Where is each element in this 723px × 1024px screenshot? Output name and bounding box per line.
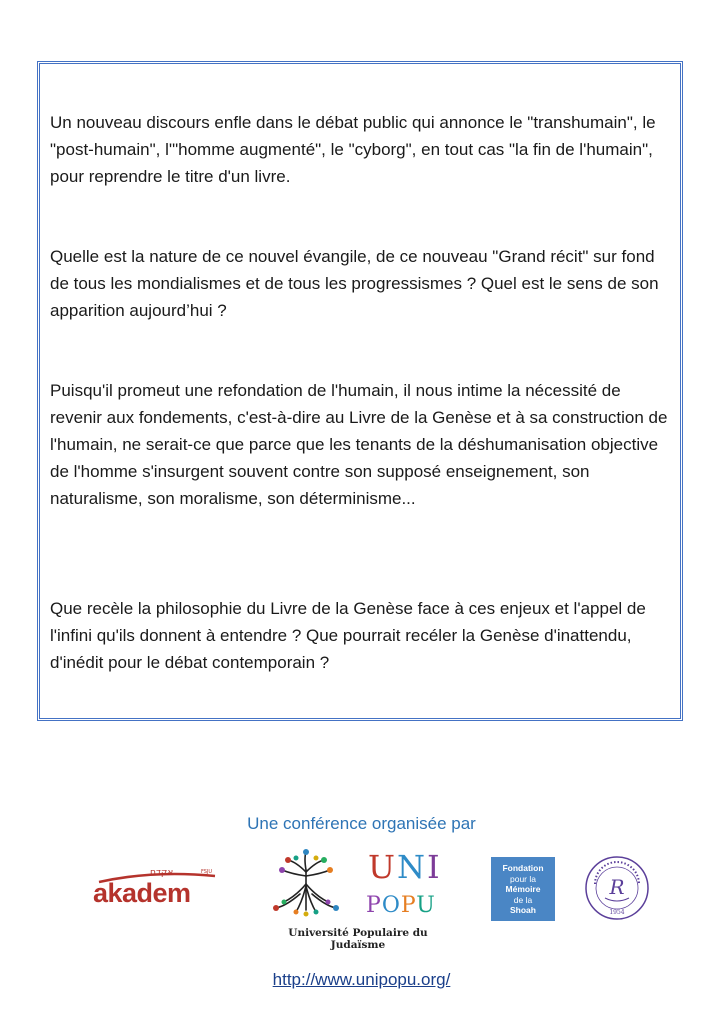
akadem-hebrew: אקדם xyxy=(150,868,174,878)
unipopu-subtitle: Université Populaire du Judaïsme xyxy=(288,927,428,951)
rothschild-seal-icon xyxy=(583,854,651,922)
paragraph-2: Quelle est la nature de ce nouvel évangile, de ce nouveau "Grand récit" sur fond de tous les mondialismes et de tous les progressismes ? Quel est le sens de son apparition aujourd’hui ? xyxy=(50,247,659,320)
akadem-logo xyxy=(93,868,219,908)
fms-line-3: Mémoire xyxy=(505,884,541,894)
svg-text:R: R xyxy=(609,875,625,899)
fms-line-4: de la xyxy=(513,894,533,905)
paragraph-3: Puisqu'il promeut une refondation de l'humain, il nous intime la nécessité de revenir aux fondements, c'est-à-dire au Livre de la Genèse et à sa construction de l'humain, ne serait-ce que parce que les tenants de la déshumanisation objective de l'homme s'insurgent souvent contre son supposé enseignement, son naturalisme, son moralisme, son déterminisme... xyxy=(50,381,668,508)
unipopu-popu-wordmark: POPU xyxy=(366,893,436,918)
akadem-wordmark: akadem xyxy=(93,878,191,908)
fms-line-5: Shoah xyxy=(510,905,536,915)
akadem-tag: FSJU xyxy=(201,869,213,875)
unipopu-uni-wordmark: UNI xyxy=(368,848,442,886)
website-link[interactable]: http://www.unipopu.org/ xyxy=(272,970,451,989)
fms-line-2: pour la xyxy=(510,873,536,884)
paragraph-1: Un nouveau discours enfle dans le débat public qui annonce le "transhumain", le "post-humain", l'"homme augmenté", le "cyborg", en tout cas "la fin de l'humain", pour reprendre le titre d'un livre. xyxy=(50,113,656,186)
text-frame xyxy=(37,61,683,721)
fms-line-1: Fondation xyxy=(502,863,544,873)
paragraph-4: Que recèle la philosophie du Livre de la Genèse face à ces enjeux et l'appel de l'infini qu'ils donnent à entendre ? Que pourrait recéler la Genèse d'inattendu, d'inédit pour le débat contemporain ? xyxy=(50,599,646,672)
tree-of-life-icon xyxy=(266,848,346,920)
fms-logo xyxy=(491,857,555,921)
organizer-heading: Une conférence organisée par xyxy=(247,814,476,833)
svg-text:1954: 1954 xyxy=(609,909,625,916)
